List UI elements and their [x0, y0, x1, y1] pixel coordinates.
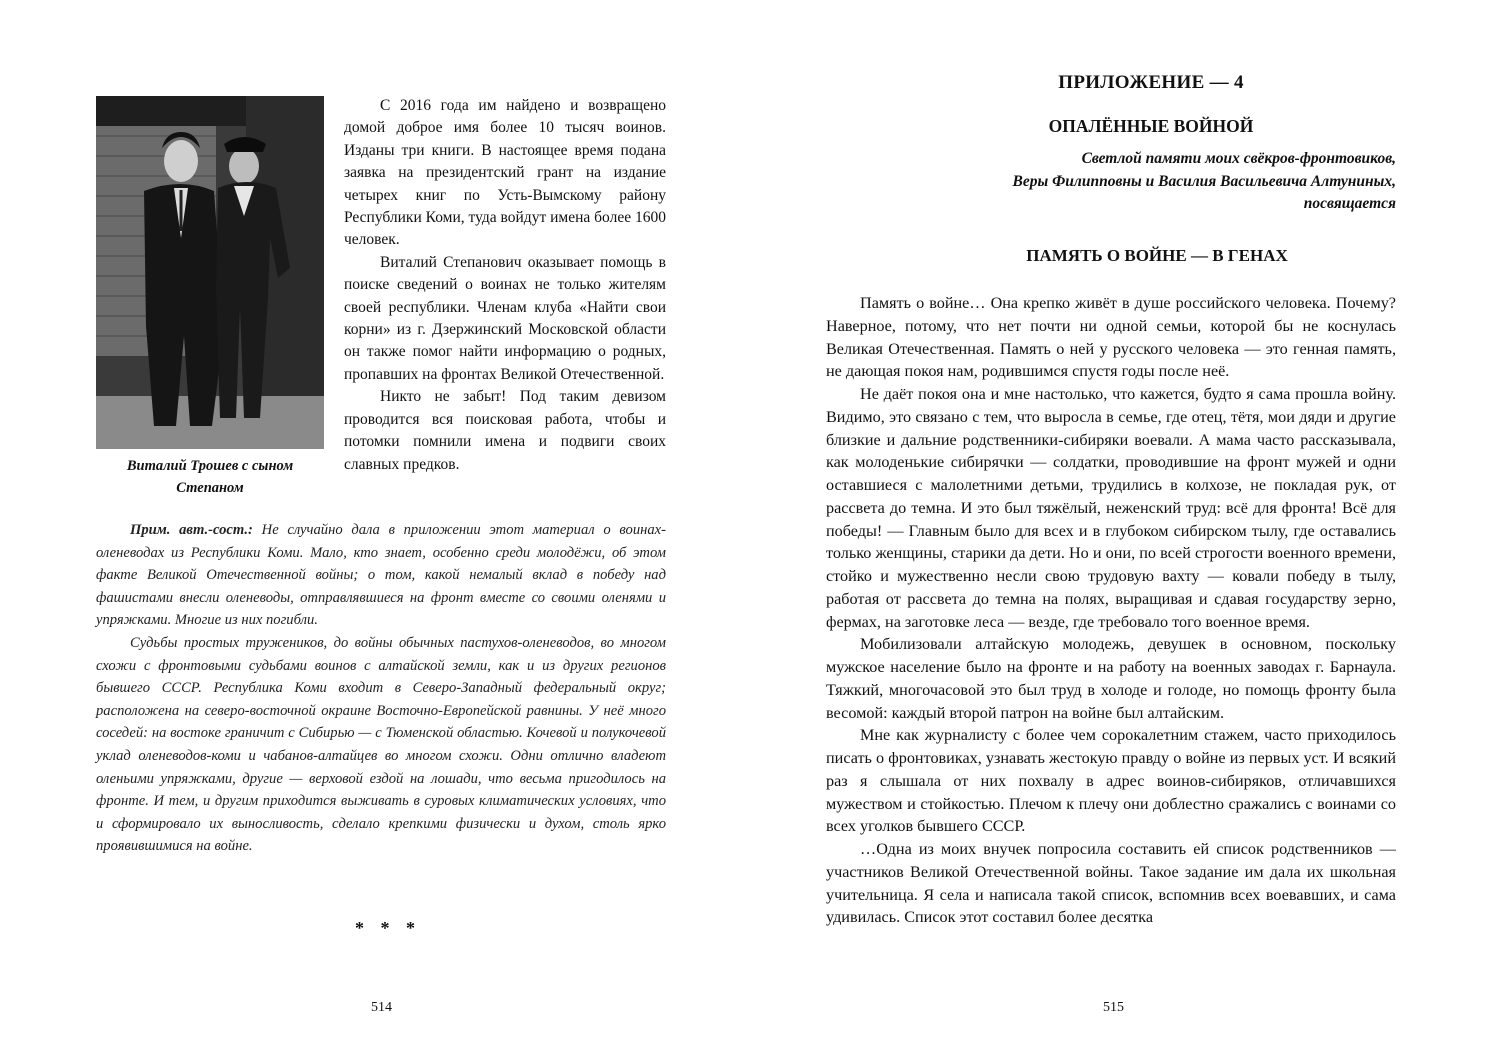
right-page [746, 0, 1492, 1058]
body-paragraph: Мобилизовали алтайскую молодежь, девушек в основном, поскольку мужское население было на фронте и на работу на военных заводах г. Барнаула. Тяжкий, многочасовой это был труд в холоде и голоде, но помощь фронту была весомой: каждый второй патрон на войне был алтайским. [826, 635, 1396, 722]
photo-image [96, 96, 324, 449]
note-paragraph-1 [96, 519, 666, 632]
dedication-line: Веры Филипповны и Василия Васильевича Алтуниных, [1012, 172, 1396, 190]
body-paragraph: Мне как журналисту с более чем сорокалетним стажем, часто приходилось писать о фронтовиках, узнавать жестокую правду о войне из первых уст. И всякий раз я слышала от них похвалу в адрес воинов-сибиряков, отличавшихся мужеством и стойкостью. Плечом к плечу они доблестно сражались с воинами со всех уголков бывшего СССР. [826, 726, 1396, 836]
appendix-heading: ПРИЛОЖЕНИЕ — 4 [1058, 72, 1244, 93]
page-number-left: 514 [371, 1000, 392, 1015]
dedication-line: посвящается [1303, 195, 1396, 212]
section-separator: * * * [355, 918, 421, 938]
dedication-line: Светлой памяти моих свёкров-фронтовиков, [1081, 150, 1396, 167]
column-paragraph: Виталий Степанович оказывает помощь в поиске сведений о воинах не только жителям своей республики. Членам клуба «Найти свои корни» из г. Дзержинский Московской области он также помог найти информацию о родных, пропавших на фронтах Великой Отечественной. [344, 253, 666, 383]
body-paragraph: …Одна из моих внучек попросила составить ей список родственников — участников Великой Отечественной войны. Такое задание им дала их школьная учительница. Я села и написала такой список, вспомнив всех воевавших, и сама удивилась. Список этот составил более десятка [826, 840, 1396, 927]
section-title: ПАМЯТЬ О ВОЙНЕ — В ГЕНАХ [1026, 246, 1288, 265]
note-paragraph-2: Судьбы простых тружеников, до войны обычных пастухов-оленеводов, во многом схожи с фронтовыми судьбами воинов с алтайской земли, как и из других регионов бывшего СССР. Республика Коми входит в Северо-Западный федеральный округ; расположена на северо-восточной окраине Восточно-Европейской равнины. У неё много соседей: на востоке граничит с Сибирью — с Тюменской областью. Кочевой и полукочевой уклад оленеводов-коми и чабанов-алтайцев во многом схожи. Одни отлично владеют оленьими упряжками, другие — верховой ездой на лошади, что весьма пригодилось на фронте. И тем, и другим приходится выживать в суровых климатических условиях, что и сформировало их выносливость, сделало крепкими физически и духом, столь ярко проявившимися на войне. [96, 634, 666, 855]
note-text-1: Не случайно дала в приложении этот материал о воинах-оленеводах из Республики Коми. Мало, кто знает, особенно среди молодёжи, об этом факте Великой Отечественной войны; о том, какой немалый вклад в победу над фашистами внесли оленеводы, отправлявшиеся на фронт вместе со своими оленями и упряжками. Многие из них погибли. [96, 522, 666, 629]
photo-caption: Виталий Трошев с сыном Степаном [126, 458, 294, 496]
column-paragraph: Никто не забыт! Под таким девизом проводится вся поисковая работа, чтобы и потомки помнили имена и подвиги своих славных предков. [344, 388, 666, 473]
body-paragraph: Память о войне… Она крепко живёт в душе российского человека. Почему? Наверное, потому, что нет почти ни одной семьи, которой бы не коснулась Великая Отечественная. Память о ней у русского человека — это генная память, не дающая покоя нам, родившимся спустя годы после неё. [826, 294, 1396, 381]
right-body-text [826, 292, 1396, 929]
body-paragraph: Не даёт покоя она и мне настолько, что кажется, будто я сама прошла войну. Видимо, это связано с тем, что выросла в семье, где отец, тётя, мои дяди и другие близкие и дальние родственники-сибиряки воевали. А мама часто рассказывала, как молоденькие сибирячки — солдатки, проводившие на фронт мужей и одни оставшиеся с малолетними детьми, трудились в колхозе, не покладая рук, от рассвета до темна. И это был тяжёлый, неженский труд: всё для фронта! Всё для победы! — Главным было для всех и в глубоком сибирском тылу, где оставались только женщины, старики да дети. Но и они, по всей строгости военного времени, стойко и мужественно несли свою трудовую вахту — ковали победу в тылу, работая от рассвета до темна на полях, выращивая и сдавая государству зерно, фермах, на заготовке леса — везде, где требовало того военное время. [826, 385, 1396, 631]
page-number-right: 515 [1103, 1000, 1124, 1015]
note-label: Прим. авт.-сост.: [130, 522, 253, 538]
dedication [796, 148, 1396, 216]
appendix-subheading: ОПАЛЁННЫЕ ВОЙНОЙ [1048, 116, 1254, 136]
photo-father-and-son [96, 96, 324, 449]
column-paragraph: С 2016 года им найдено и возвращено домой доброе имя более 10 тысяч воинов. Изданы три книги. В настоящее время подана заявка на президентский грант на издание четырех книг по Усть-Вымскому району Республики Коми, туда войдут имена более 1600 человек. [344, 97, 666, 249]
author-note [96, 519, 666, 858]
left-column-text [344, 95, 666, 476]
